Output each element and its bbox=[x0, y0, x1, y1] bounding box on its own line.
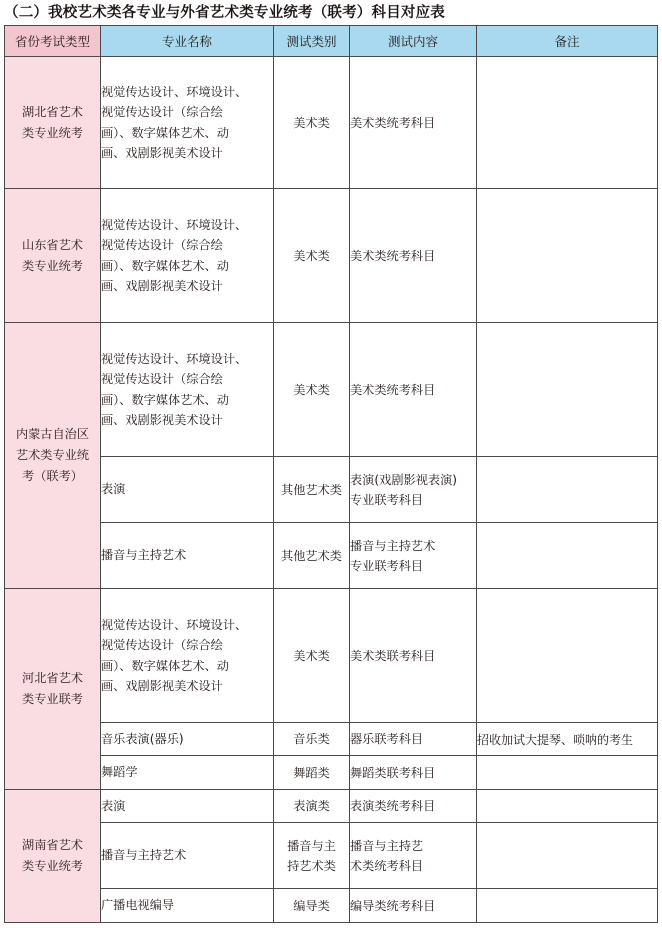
content-cell: 舞蹈类联考科目 bbox=[350, 756, 477, 790]
province-cell: 山东省艺术 类专业统考 bbox=[5, 189, 101, 323]
note-cell bbox=[477, 57, 658, 189]
major-cell: 视觉传达设计、环境设计、 视觉传达设计（综合绘 画）、数字媒体艺术、动 画、戏剧影视美术设计 bbox=[101, 323, 274, 457]
major-cell: 舞蹈学 bbox=[101, 756, 274, 790]
note-cell bbox=[477, 457, 658, 523]
content-cell: 播音与主持艺 术类统考科目 bbox=[350, 823, 477, 889]
table-row bbox=[5, 756, 658, 790]
note-cell bbox=[477, 323, 658, 457]
table-row bbox=[5, 189, 658, 323]
province-cell: 湖北省艺术 类专业统考 bbox=[5, 57, 101, 189]
major-cell: 音乐表演(器乐) bbox=[101, 723, 274, 756]
note-cell: 招收加试大提琴、唢呐的考生 bbox=[477, 723, 658, 756]
content-cell: 美术类联考科目 bbox=[350, 589, 477, 723]
note-cell bbox=[477, 189, 658, 323]
table-row bbox=[5, 723, 658, 756]
major-cell: 广播电视编导 bbox=[101, 889, 274, 923]
major-cell: 播音与主持艺术 bbox=[101, 823, 274, 889]
note-cell bbox=[477, 589, 658, 723]
note-cell bbox=[477, 889, 658, 923]
table-row bbox=[5, 823, 658, 889]
content-cell: 美术类统考科目 bbox=[350, 323, 477, 457]
category-cell: 美术类 bbox=[274, 57, 350, 189]
category-cell: 美术类 bbox=[274, 323, 350, 457]
content-cell: 器乐联考科目 bbox=[350, 723, 477, 756]
content-cell: 表演类统考科目 bbox=[350, 790, 477, 823]
major-cell: 视觉传达设计、环境设计、 视觉传达设计（综合绘 画）、数字媒体艺术、动 画、戏剧影视美术设计 bbox=[101, 57, 274, 189]
content-cell: 美术类统考科目 bbox=[350, 189, 477, 323]
header-row bbox=[5, 26, 658, 57]
major-cell: 视觉传达设计、环境设计、 视觉传达设计（综合绘 画）、数字媒体艺术、动 画、戏剧影视美术设计 bbox=[101, 589, 274, 723]
subject-mapping-table bbox=[4, 25, 658, 923]
note-cell bbox=[477, 523, 658, 589]
category-cell: 美术类 bbox=[274, 189, 350, 323]
category-cell: 音乐类 bbox=[274, 723, 350, 756]
content-cell: 表演(戏剧影视表演) 专业联考科目 bbox=[350, 457, 477, 523]
province-cell: 湖南省艺术 类专业统考 bbox=[5, 790, 101, 923]
category-cell: 表演类 bbox=[274, 790, 350, 823]
content-cell: 编导类统考科目 bbox=[350, 889, 477, 923]
header-test-content: 测试内容 bbox=[350, 26, 477, 57]
category-cell: 其他艺术类 bbox=[274, 457, 350, 523]
province-cell: 内蒙古自治区 艺术类专业统 考（联考） bbox=[5, 323, 101, 589]
table-row bbox=[5, 523, 658, 589]
category-cell: 编导类 bbox=[274, 889, 350, 923]
note-cell bbox=[477, 756, 658, 790]
table-row bbox=[5, 57, 658, 189]
page-title: （二）我校艺术类各专业与外省艺术类专业统考（联考）科目对应表 bbox=[4, 5, 445, 21]
category-cell: 舞蹈类 bbox=[274, 756, 350, 790]
table-row bbox=[5, 790, 658, 823]
table-row bbox=[5, 589, 658, 723]
content-cell: 美术类统考科目 bbox=[350, 57, 477, 189]
major-cell: 播音与主持艺术 bbox=[101, 523, 274, 589]
header-remarks: 备注 bbox=[477, 26, 658, 57]
major-cell: 表演 bbox=[101, 790, 274, 823]
content-cell: 播音与主持艺术 专业联考科目 bbox=[350, 523, 477, 589]
table-row bbox=[5, 889, 658, 923]
major-cell: 视觉传达设计、环境设计、 视觉传达设计（综合绘 画）、数字媒体艺术、动 画、戏剧影视美术设计 bbox=[101, 189, 274, 323]
table-row bbox=[5, 323, 658, 457]
header-test-category: 测试类别 bbox=[274, 26, 350, 57]
table-row bbox=[5, 457, 658, 523]
note-cell bbox=[477, 823, 658, 889]
note-cell bbox=[477, 790, 658, 823]
header-major-name: 专业名称 bbox=[101, 26, 274, 57]
category-cell: 美术类 bbox=[274, 589, 350, 723]
category-cell: 播音与主 持艺术类 bbox=[274, 823, 350, 889]
major-cell: 表演 bbox=[101, 457, 274, 523]
province-cell: 河北省艺术 类专业联考 bbox=[5, 589, 101, 790]
category-cell: 其他艺术类 bbox=[274, 523, 350, 589]
header-province-exam-type: 省份考试类型 bbox=[5, 26, 101, 57]
